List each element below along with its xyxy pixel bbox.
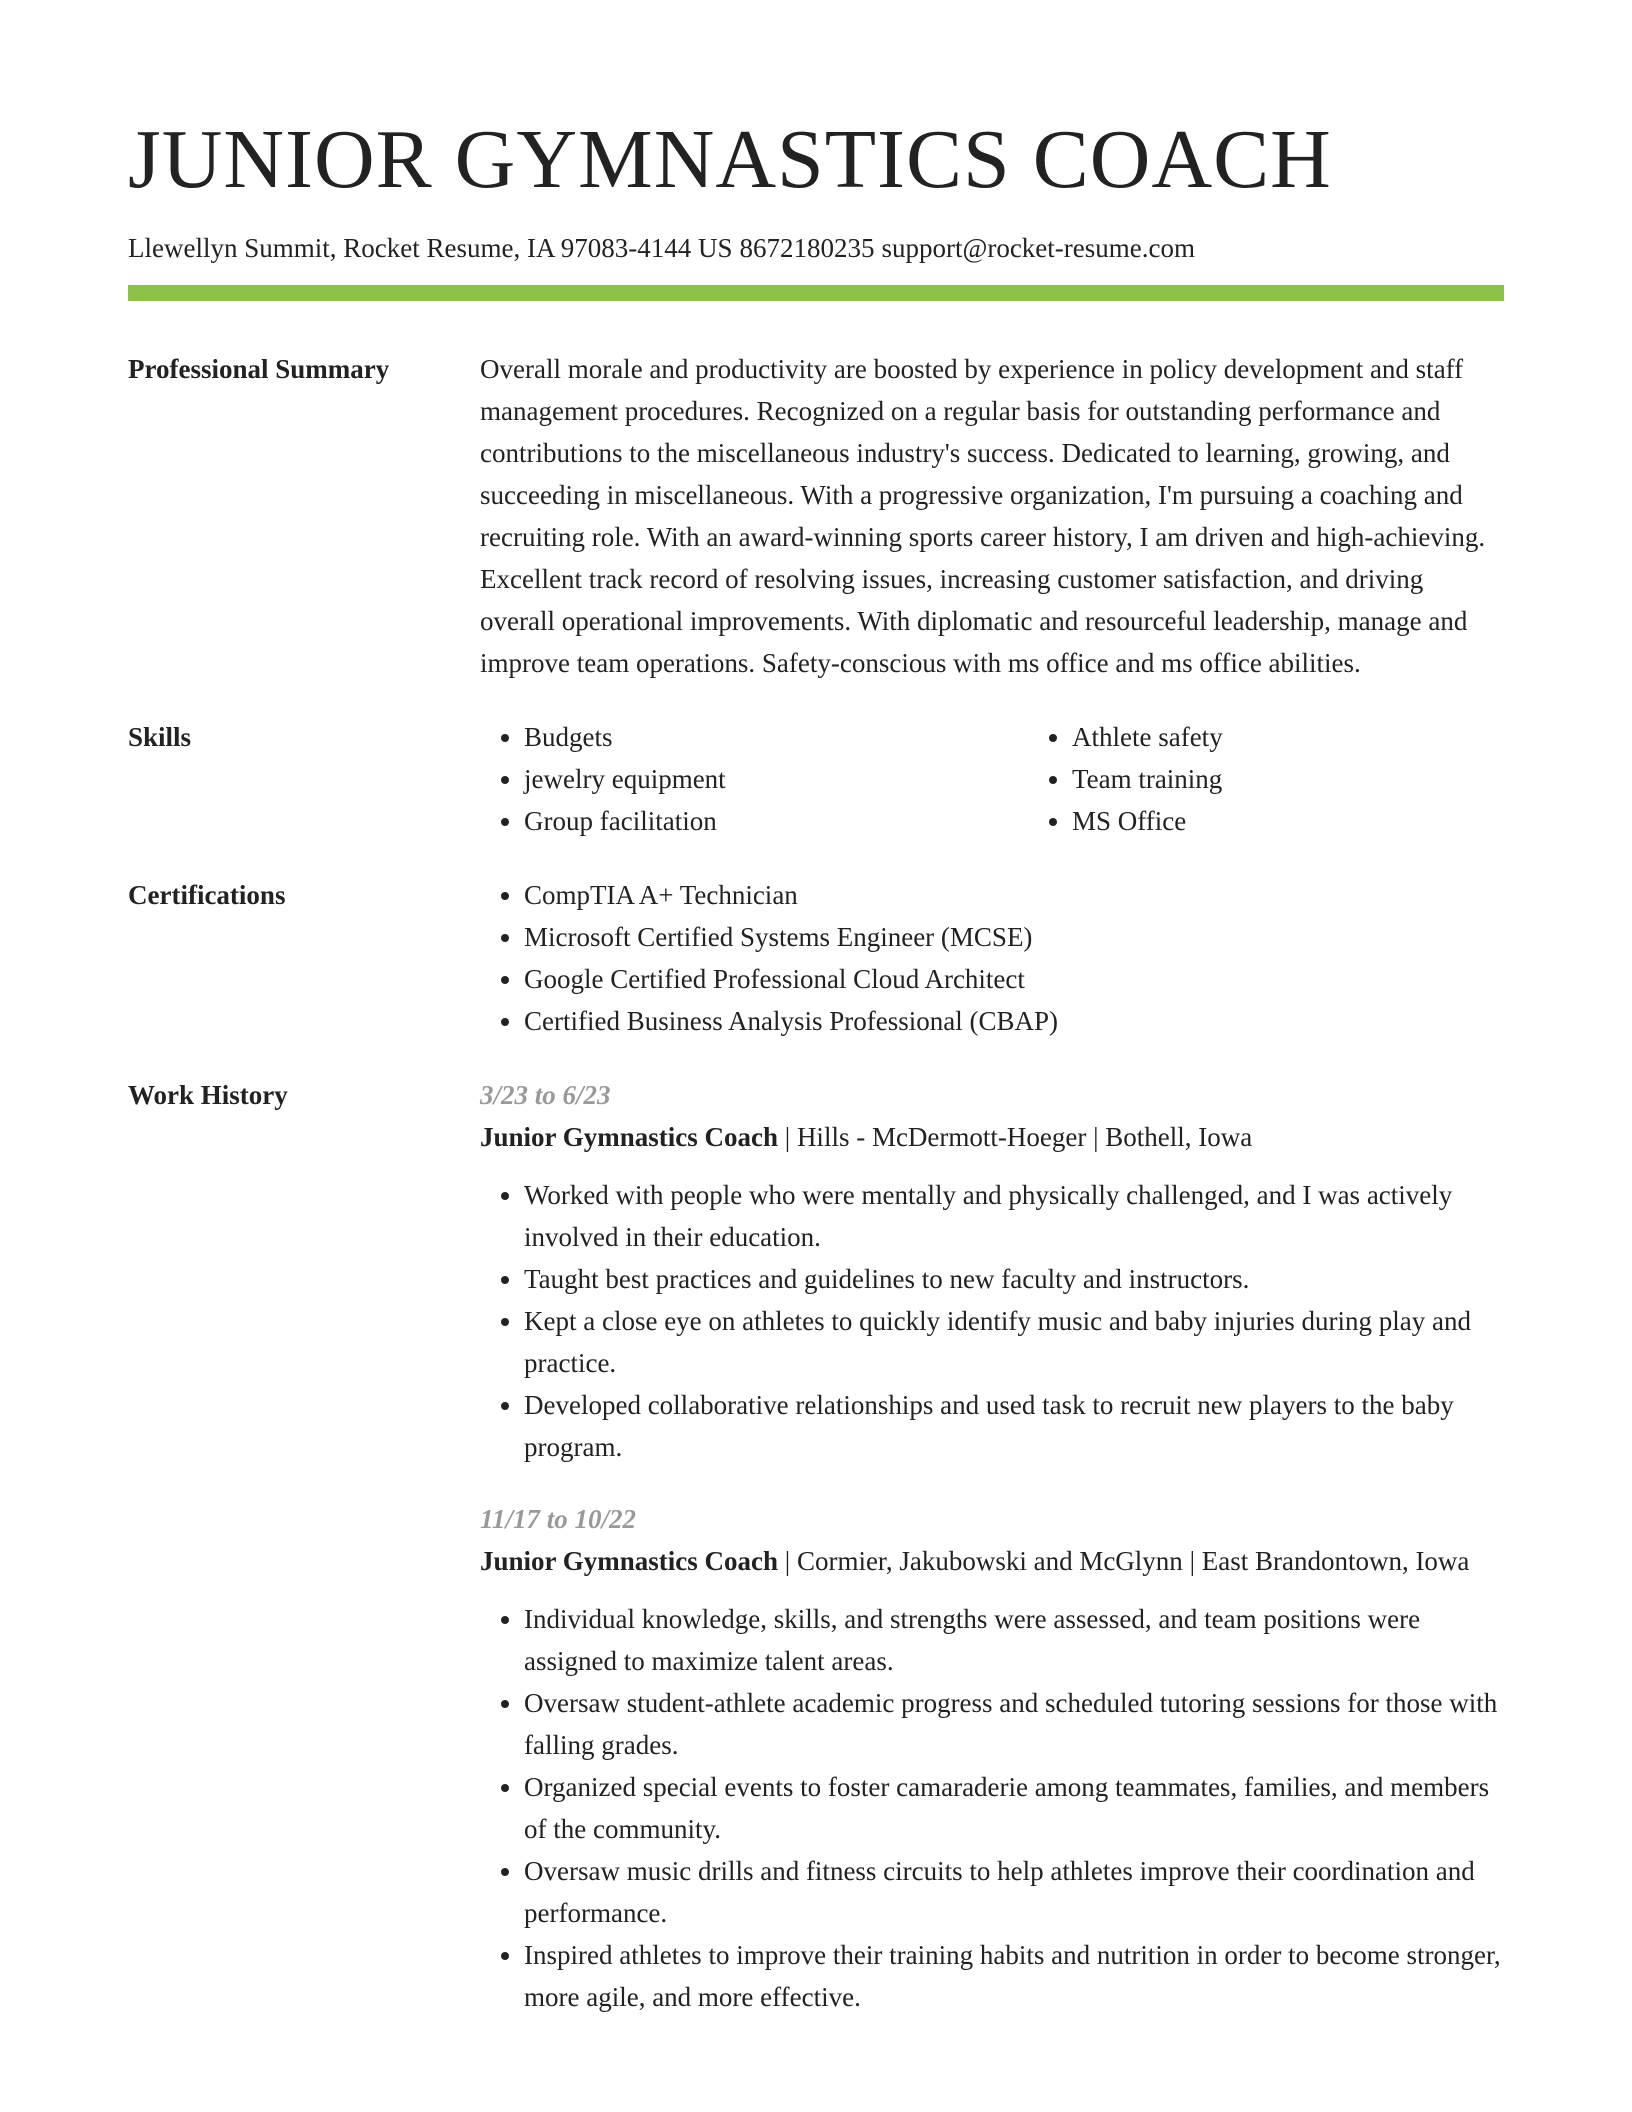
section-skills bbox=[128, 716, 1504, 842]
job-bullet: • Taught best practices and guidelines to new faculty and instructors. bbox=[524, 1258, 1504, 1300]
job-bullet: • Developed collaborative relationships and used task to recruit new players to the baby program. bbox=[524, 1384, 1504, 1468]
summary-text: Overall morale and productivity are boosted by experience in policy development and staff management procedures. Recognized on a regular basis for outstanding performance and contributions to the miscellaneous industry's success. Dedicated to learning, growing, and succeeding in miscellaneous. With a progressive organization, I'm pursuing a coaching and recruiting role. With an award-winning sports career history, I am driven and high-achieving. Excellent track record of resolving issues, increasing customer satisfaction, and driving overall operational improvements. With diplomatic and resourceful leadership, manage and improve team operations. Safety-conscious with ms office and ms office abilities. bbox=[480, 354, 1486, 678]
certification-item: • Google Certified Professional Cloud Architect bbox=[524, 958, 1504, 1000]
skills-columns bbox=[480, 716, 1504, 842]
skill-item: • Team training bbox=[1072, 758, 1223, 800]
skill-item: • Group facilitation bbox=[524, 800, 1028, 842]
job-bullets bbox=[480, 1598, 1504, 2018]
contact-line bbox=[128, 230, 1195, 266]
skills-column-1 bbox=[480, 716, 1028, 842]
job-location: Bothell, Iowa bbox=[1105, 1122, 1253, 1152]
job-entry bbox=[480, 1498, 1504, 2018]
job-bullet: • Oversaw music drills and fitness circuits to help athletes improve their coordination and performance. bbox=[524, 1850, 1504, 1934]
resume-name-heading: JUNIOR GYMNASTICS COACH bbox=[128, 113, 1332, 206]
job-bullet: • Individual knowledge, skills, and strengths were assessed, and team positions were assigned to maximize talent areas. bbox=[524, 1598, 1504, 1682]
job-bullet: • Kept a close eye on athletes to quickly identify music and baby injuries during play and practice. bbox=[524, 1300, 1504, 1384]
job-dates: 11/17 to 10/22 bbox=[480, 1504, 637, 1534]
skill-item: • jewelry equipment bbox=[524, 758, 1028, 800]
section-work-history bbox=[128, 1074, 1504, 2018]
job-employer: Hills - McDermott-Hoeger bbox=[796, 1122, 1087, 1152]
resume-sections bbox=[128, 348, 1504, 2050]
job-dates: 3/23 to 6/23 bbox=[480, 1080, 611, 1110]
job-separator: | bbox=[784, 1122, 791, 1152]
section-label-skills: Skills bbox=[128, 722, 192, 752]
job-bullet: • Organized special events to foster camaraderie among teammates, families, and members of the community. bbox=[524, 1766, 1504, 1850]
section-label-summary: Professional Summary bbox=[128, 354, 390, 384]
header-divider bbox=[128, 285, 1504, 301]
job-bullet: • Worked with people who were mentally and physically challenged, and I was actively involved in their education. bbox=[524, 1174, 1504, 1258]
section-label-work-history: Work History bbox=[128, 1080, 288, 1110]
job-employer: Cormier, Jakubowski and McGlynn bbox=[796, 1546, 1183, 1576]
section-label-certifications: Certifications bbox=[128, 880, 286, 910]
certification-item: • Certified Business Analysis Professional (CBAP) bbox=[524, 1000, 1504, 1042]
skill-item: • Athlete safety bbox=[1072, 716, 1223, 758]
job-separator: | bbox=[1189, 1546, 1195, 1576]
certification-item: • CompTIA A+ Technician bbox=[524, 874, 1504, 916]
contact-email: support@rocket-resume.com bbox=[881, 233, 1195, 263]
job-bullet: • Oversaw student-athlete academic progress and scheduled tutoring sessions for those with falling grades. bbox=[524, 1682, 1504, 1766]
certification-item: • Microsoft Certified Systems Engineer (MCSE) bbox=[524, 916, 1504, 958]
job-bullets bbox=[480, 1174, 1504, 1468]
job-title-line bbox=[480, 1540, 1504, 1582]
job-title: Junior Gymnastics Coach bbox=[480, 1546, 779, 1576]
contact-address: Llewellyn Summit, Rocket Resume, IA 97083-4144 US bbox=[128, 233, 733, 263]
skills-column-2 bbox=[1028, 716, 1223, 842]
certifications-list bbox=[480, 874, 1504, 1042]
section-certifications bbox=[128, 874, 1504, 1042]
job-location: East Brandontown, Iowa bbox=[1201, 1546, 1470, 1576]
skill-item: • Budgets bbox=[524, 716, 1028, 758]
section-professional-summary bbox=[128, 348, 1504, 684]
job-title: Junior Gymnastics Coach bbox=[480, 1122, 779, 1152]
job-title-line bbox=[480, 1116, 1504, 1158]
job-separator: | bbox=[1093, 1122, 1099, 1152]
skill-item: • MS Office bbox=[1072, 800, 1223, 842]
contact-phone: 8672180235 bbox=[739, 233, 875, 263]
job-entry bbox=[480, 1074, 1504, 1468]
job-separator: | bbox=[784, 1546, 791, 1576]
job-bullet: • Inspired athletes to improve their training habits and nutrition in order to become stronger, more agile, and more effective. bbox=[524, 1934, 1504, 2018]
